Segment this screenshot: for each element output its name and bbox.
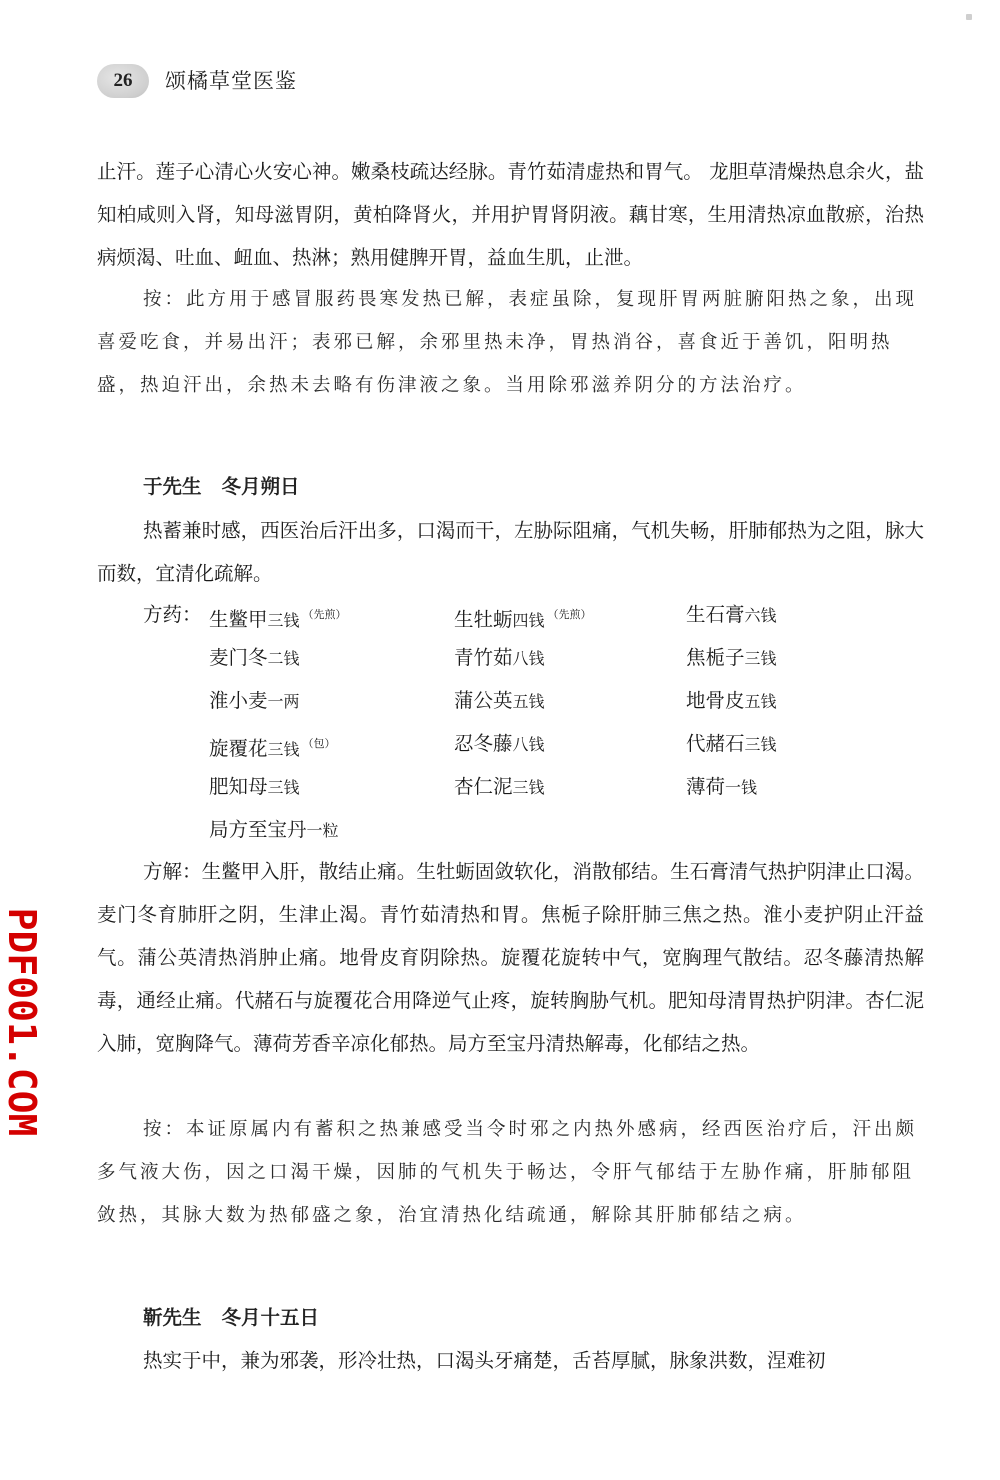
herb-item: 代赭石三钱 bbox=[686, 732, 777, 755]
case3-complaint: 热实于中，兼为邪袭，形冷壮热，口渴头牙痛楚，舌苔厚腻，脉象洪数，涅难初 bbox=[143, 1349, 826, 1372]
herb-item: 蒲公英五钱 bbox=[454, 689, 545, 712]
prescription-label: 方药： bbox=[143, 603, 202, 626]
case2-date: 冬月朔日 bbox=[221, 475, 300, 498]
herb-item: 青竹茹八钱 bbox=[454, 646, 545, 669]
pdf001-watermark: PDF001.COM bbox=[0, 907, 44, 1137]
herb-item: 杏仁泥三钱 bbox=[454, 775, 545, 798]
herb-item: 生石膏六钱 bbox=[686, 603, 777, 626]
case2-complaint: 热蓄兼时感，西医治后汗出多，口渴而干，左胁际阻痛，气机失畅，肝肺郁热为之阻，脉大而数，宜清化疏解。 bbox=[97, 519, 924, 585]
page-number: 26 bbox=[113, 70, 133, 91]
case2-note: 按：本证原属内有蓄积之热兼感受当令时邪之内热外感病，经西医治疗后，汗出颇多气液大伤，因之口渴干燥，因肺的气机失于畅达，令肝气郁结于左胁作痛，肝肺郁阻敛热，其脉大数为热郁盛之象，治宜清热化结疏通，解除其肝肺郁结之病。 bbox=[97, 1119, 918, 1226]
herb-item: 薄荷一钱 bbox=[686, 775, 758, 798]
herb-item: 焦栀子三钱 bbox=[686, 646, 777, 669]
page-header bbox=[97, 64, 497, 100]
case2-explanation: 方解：生鳖甲入肝，散结止痛。生牡蛎固敛软化，消散郁结。生石膏清气热护阴津止口渴。麦门冬育肺肝之阴，生津止渴。青竹茹清热和胃。焦栀子除肝肺三焦之热。淮小麦护阴止汗益气。蒲公英清热消肿止痛。地骨皮育阴除热。旋覆花旋转中气，宽胸理气散结。忍冬藤清热解毒，通经止痛。代赭石与旋覆花合用降逆气止疼，旋转胸胁气机。肥知母清胃热护阴津。杏仁泥入肺，宽胸降气。薄荷芳香辛凉化郁热。局方至宝丹清热解毒，化郁结之热。 bbox=[97, 860, 924, 1055]
herb-item: 地骨皮五钱 bbox=[686, 689, 777, 712]
herb-item: 生牡蛎四钱 $^{(先煎)}$ bbox=[454, 608, 592, 631]
case2-patient: 于先生 bbox=[143, 475, 202, 498]
book-title: 颂橘草堂医鉴 bbox=[165, 69, 297, 93]
herb-item: 肥知母三钱 bbox=[209, 775, 300, 798]
herb-item: 旋覆花三钱 $^{(包)}$ bbox=[209, 737, 336, 760]
case3-heading bbox=[143, 1303, 319, 1333]
herb-item: 淮小麦一两 bbox=[209, 689, 300, 712]
herb-item: 麦门冬二钱 bbox=[209, 646, 300, 669]
case3-date: 冬月十五日 bbox=[221, 1306, 320, 1329]
section1-note: 按：此方用于感冒服药畏寒发热已解，表症虽除，复现肝胃两脏腑阳热之象，出现喜爱吃食，并易出汗；表邪已解，余邪里热未净，胃热消谷，喜食近于善饥，阳明热盛，热迫汗出，余热未去略有伤津液之象。当用除邪滋养阴分的方法治疗。 bbox=[97, 289, 918, 396]
section1-paragraph: 止汗。莲子心清心火安心神。嫩桑枝疏达经脉。青竹茹清虚热和胃气。 龙胆草清燥热息余火，盐知柏咸则入肾，知母滋胃阴，黄柏降肾火，并用护胃肾阴液。藕甘寒，生用清热凉血散瘀，治热病烦渴、吐血、衄血、热淋；熟用健脾开胃，益血生肌，止泄。 bbox=[97, 160, 924, 269]
herb-item: 忍冬藤八钱 bbox=[454, 732, 545, 755]
herb-item: 生鳖甲三钱 $^{(先煎)}$ bbox=[209, 608, 347, 631]
case2-heading bbox=[143, 472, 300, 502]
herb-item: 局方至宝丹一粒 bbox=[209, 818, 339, 841]
case3-patient: 靳先生 bbox=[143, 1306, 202, 1329]
scan-artifact bbox=[966, 14, 972, 20]
